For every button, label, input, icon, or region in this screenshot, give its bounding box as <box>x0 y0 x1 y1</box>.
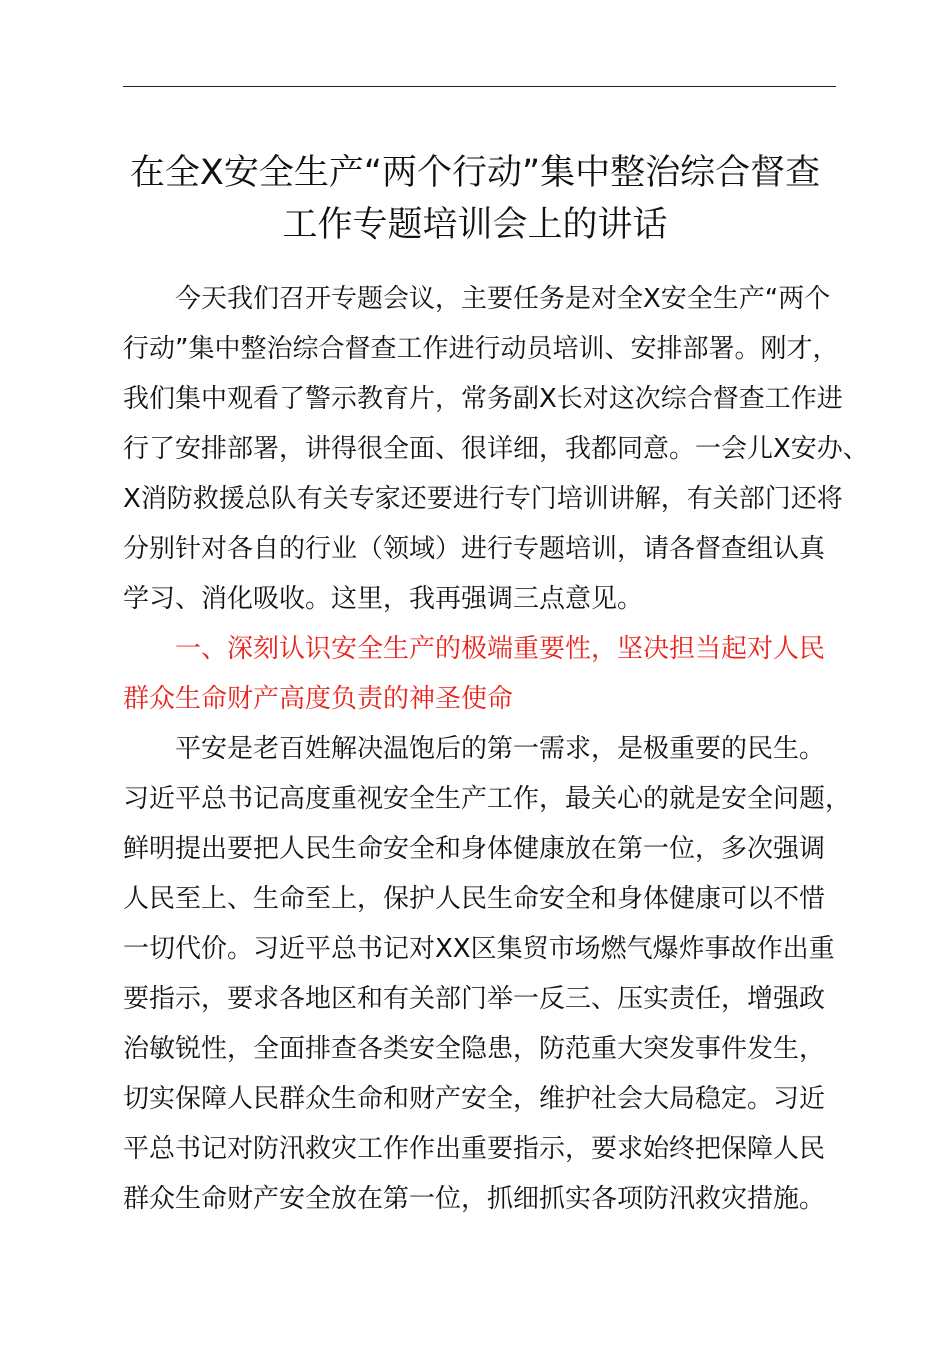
paragraph-line: 要指示，要求各地区和有关部门举一反三、压实责任，增强政 <box>123 984 826 1014</box>
paragraph-line: 切实保障人民群众生命和财产安全，维护社会大局稳定。习近 <box>123 1084 826 1114</box>
heading-line: 一、深刻认识安全生产的极端重要性，坚决担当起对人民 <box>175 634 826 664</box>
heading-line: 群众生命财产高度负责的神圣使命 <box>123 684 514 714</box>
paragraph-line: 学习、消化吸收。这里，我再强调三点意见。 <box>123 584 644 614</box>
paragraph-line: 平安是老百姓解决温饱后的第一需求，是极重要的民生。 <box>175 734 826 764</box>
paragraph-line: X消防救援总队有关专家还要进行专门培训讲解，有关部门还将 <box>123 484 843 514</box>
document-title-line-2: 工作专题培训会上的讲话 <box>282 205 668 245</box>
paragraph-line: 今天我们召开专题会议，主要任务是对全X安全生产“两个 <box>175 284 831 314</box>
paragraph-line: 我们集中观看了警示教育片，常务副X长对这次综合督查工作进 <box>123 384 843 414</box>
paragraph-line: 人民至上、生命至上，保护人民生命安全和身体健康可以不惜 <box>123 884 826 914</box>
header-rule <box>123 86 836 87</box>
paragraph-line: 一切代价。习近平总书记对XX区集贸市场燃气爆炸事故作出重 <box>123 934 835 964</box>
paragraph-line: 行了安排部署，讲得很全面、很详细，我都同意。一会儿X安办、 <box>123 434 869 464</box>
paragraph-line: 习近平总书记高度重视安全生产工作，最关心的就是安全问题， <box>123 784 852 814</box>
paragraph-line: 群众生命财产安全放在第一位，抓细抓实各项防汛救灾措施。 <box>123 1184 826 1214</box>
paragraph-line: 行动”集中整治综合督查工作进行动员培训、安排部署。刚才， <box>123 334 839 364</box>
document-title-line-1: 在全X安全生产“两个行动”集中整治综合督查 <box>129 153 821 193</box>
paragraph-line: 分别针对各自的行业（领域）进行专题培训，请各督查组认真 <box>123 534 826 564</box>
paragraph-line: 平总书记对防汛救灾工作作出重要指示，要求始终把保障人民 <box>123 1134 826 1164</box>
paragraph-line: 鲜明提出要把人民生命安全和身体健康放在第一位，多次强调 <box>123 834 826 864</box>
paragraph-line: 治敏锐性，全面排查各类安全隐患，防范重大突发事件发生， <box>123 1034 826 1064</box>
